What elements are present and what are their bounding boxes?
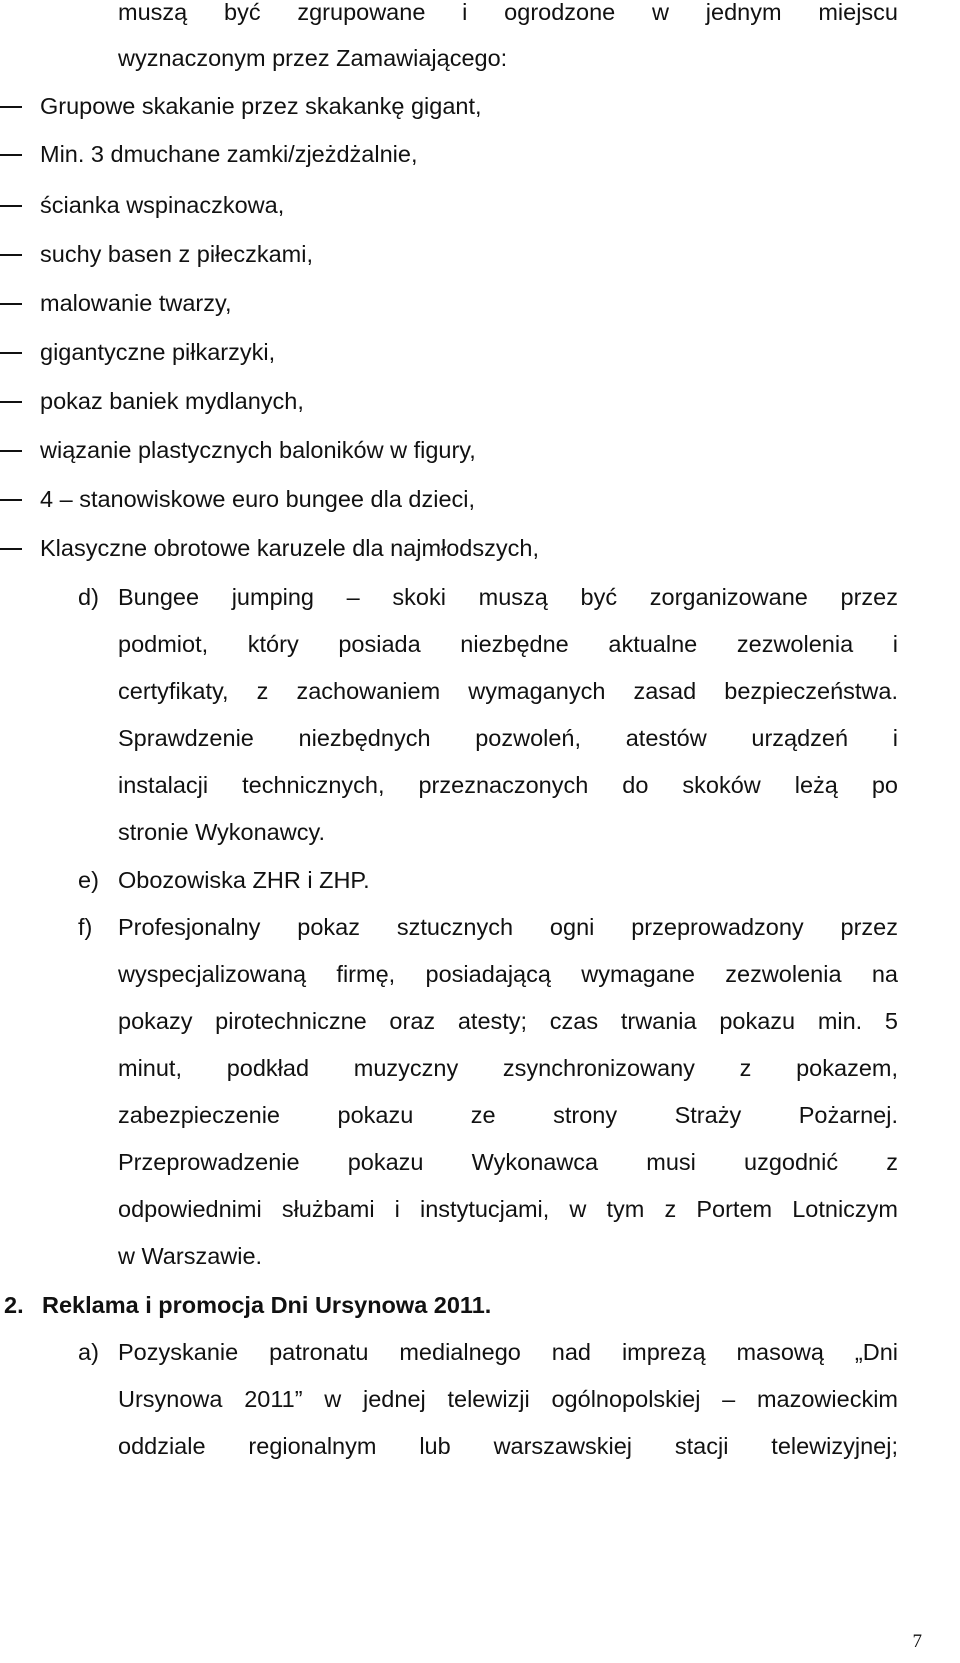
paragraph-line: muszą być zgrupowane i ogrodzone w jednym miejscu	[118, 0, 898, 25]
list-marker: a)	[78, 1339, 99, 1365]
dash-bullet-icon	[0, 154, 22, 156]
list-item-text: ścianka wspinaczkowa,	[40, 192, 285, 218]
list-item-text: 4 – stanowiskowe euro bungee dla dzieci,	[40, 486, 476, 512]
paragraph-line: w Warszawie.	[118, 1243, 263, 1269]
list-item	[0, 191, 900, 219]
paragraph-line: certyfikaty, z zachowaniem wymaganych zasad bezpieczeństwa.	[118, 678, 898, 704]
paragraph-line: Sprawdzenie niezbędnych pozwoleń, atestów urządzeń i	[118, 725, 898, 751]
list-item-text: wiązanie plastycznych baloników w figury,	[40, 437, 476, 463]
paragraph-line: podmiot, który posiada niezbędne aktualne zezwolenia i	[118, 631, 898, 657]
list-item-text: Min. 3 dmuchane zamki/zjeżdżalnie,	[40, 141, 418, 167]
paragraph-line: oddziale regionalnym lub warszawskiej stacji telewizyjnej;	[118, 1433, 898, 1459]
paragraph-line: wyspecjalizowaną firmę, posiadającą wymagane zezwolenia na	[118, 961, 898, 987]
paragraph-line: odpowiednimi służbami i instytucjami, w tym z Portem Lotniczym	[118, 1196, 898, 1222]
paragraph-line: wyznaczonym przez Zamawiającego:	[118, 45, 508, 71]
list-item	[0, 289, 900, 317]
list-item	[0, 534, 900, 562]
list-item	[0, 92, 900, 120]
dash-bullet-icon	[0, 548, 22, 550]
paragraph-line: minut, podkład muzyczny zsynchronizowany z pokazem,	[118, 1055, 898, 1081]
dash-bullet-icon	[0, 303, 22, 305]
paragraph-line: pokazy pirotechniczne oraz atesty; czas trwania pokazu min. 5	[118, 1008, 898, 1034]
dash-bullet-icon	[0, 352, 22, 354]
paragraph-line: Pozyskanie patronatu medialnego nad imprezą masową „Dni	[118, 1339, 898, 1365]
dash-bullet-icon	[0, 450, 22, 452]
list-marker: e)	[78, 867, 99, 893]
list-item-text: malowanie twarzy,	[40, 290, 232, 316]
dash-bullet-icon	[0, 106, 22, 108]
paragraph-line: Bungee jumping – skoki muszą być zorganizowane przez	[118, 584, 898, 610]
list-item	[0, 387, 900, 415]
dash-bullet-icon	[0, 205, 22, 207]
section-number: 2.	[4, 1292, 24, 1318]
page-number: 7	[912, 1631, 922, 1652]
paragraph-line: zabezpieczenie pokazu ze strony Straży Pożarnej.	[118, 1102, 898, 1128]
paragraph-line: Przeprowadzenie pokazu Wykonawca musi uzgodnić z	[118, 1149, 898, 1175]
list-item-text: Grupowe skakanie przez skakankę gigant,	[40, 93, 482, 119]
list-item-text: pokaz baniek mydlanych,	[40, 388, 304, 414]
list-marker: f)	[78, 914, 93, 940]
list-item-text: Klasyczne obrotowe karuzele dla najmłodszych,	[40, 535, 539, 561]
list-item	[0, 240, 900, 268]
paragraph-line: Ursynowa 2011” w jednej telewizji ogólnopolskiej – mazowieckim	[118, 1386, 898, 1412]
list-item	[0, 140, 900, 168]
paragraph-line: Obozowiska ZHR i ZHP.	[118, 867, 370, 893]
list-item-text: suchy basen z piłeczkami,	[40, 241, 313, 267]
dash-bullet-icon	[0, 499, 22, 501]
dash-bullet-icon	[0, 401, 22, 403]
paragraph-line: stronie Wykonawcy.	[118, 819, 326, 845]
paragraph-line: instalacji technicznych, przeznaczonych do skoków leżą po	[118, 772, 898, 798]
paragraph-line: Profesjonalny pokaz sztucznych ogni przeprowadzony przez	[118, 914, 898, 940]
list-item	[0, 485, 900, 513]
list-item-text: gigantyczne piłkarzyki,	[40, 339, 276, 365]
section-heading: Reklama i promocja Dni Ursynowa 2011.	[42, 1292, 492, 1318]
list-marker: d)	[78, 584, 99, 610]
list-item	[0, 436, 900, 464]
dash-bullet-icon	[0, 254, 22, 256]
list-item	[0, 338, 900, 366]
